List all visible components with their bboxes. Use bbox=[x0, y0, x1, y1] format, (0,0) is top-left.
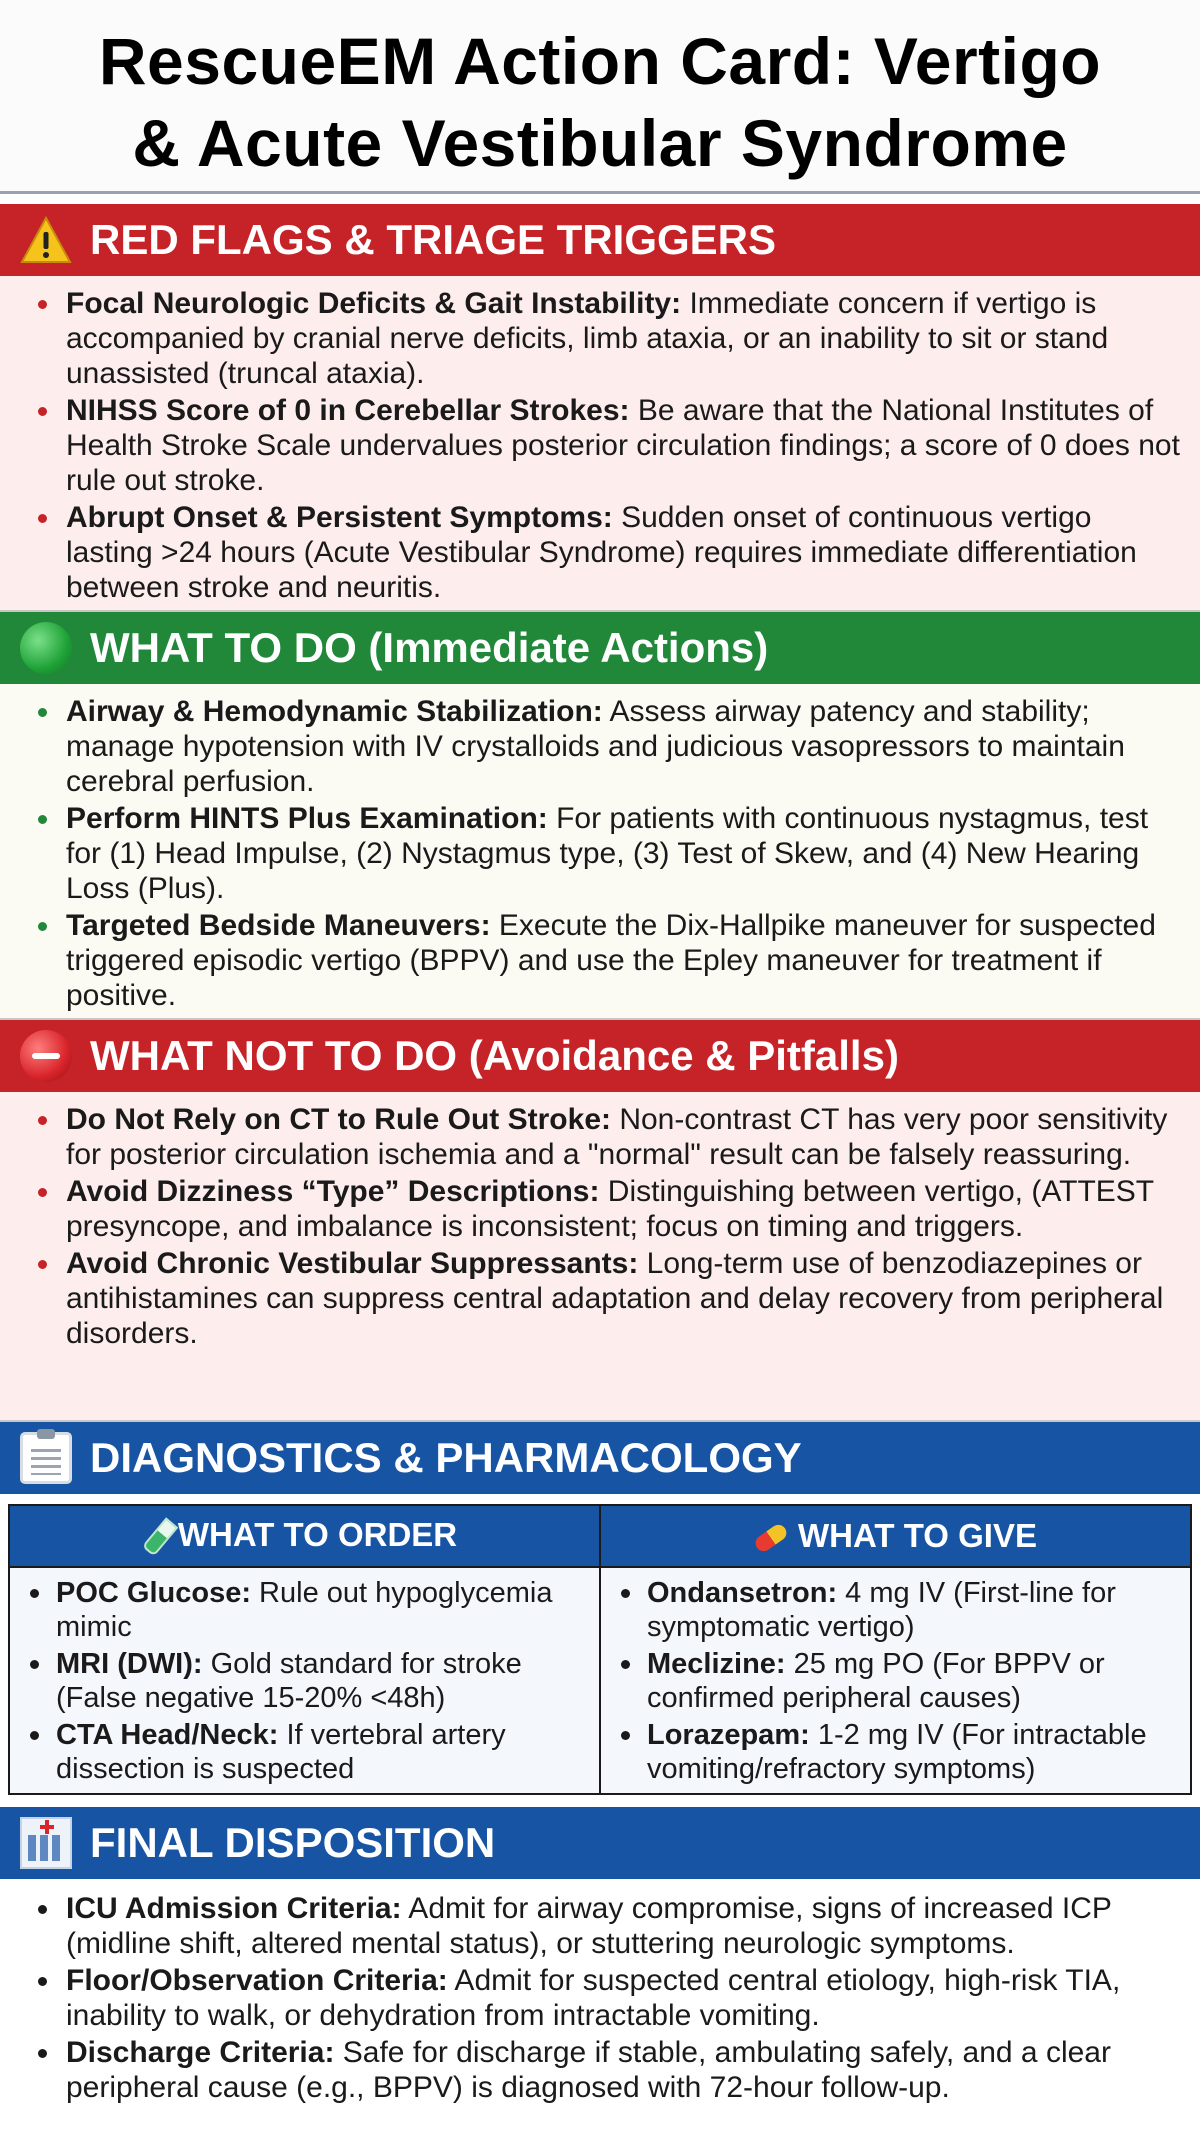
item-text: 4 mg IV (First-line for symptomatic vertigo) bbox=[647, 1577, 1116, 1643]
item-term: Discharge Criteria: bbox=[66, 2036, 335, 2069]
diagnostics-header bbox=[0, 1422, 1200, 1494]
what-to-do-header bbox=[0, 612, 1200, 684]
diagnostics-section bbox=[0, 1494, 1200, 1807]
list-item bbox=[28, 1718, 593, 1786]
order-header-label: WHAT TO ORDER bbox=[177, 1515, 458, 1553]
item-term: POC Glucose: bbox=[56, 1577, 251, 1609]
list-item bbox=[38, 1246, 1180, 1351]
item-text: Rule out hypoglycemia mimic bbox=[56, 1577, 553, 1643]
hospital-icon bbox=[20, 1817, 72, 1869]
list-item bbox=[38, 1102, 1180, 1172]
stop-icon bbox=[20, 1030, 72, 1082]
red-flags-header bbox=[0, 204, 1200, 276]
give-header-label: WHAT TO GIVE bbox=[798, 1517, 1037, 1554]
list-item bbox=[619, 1647, 1184, 1715]
item-term: Airway & Hemodynamic Stabilization: bbox=[66, 695, 603, 728]
disposition-section bbox=[0, 1879, 1200, 2105]
item-term: Do Not Rely on CT to Rule Out Stroke: bbox=[66, 1103, 611, 1136]
item-text: Immediate concern if vertigo is accompanied by cranial nerve deficits, limb ataxia, or an inability to sit or stand unassisted (truncal ataxia). bbox=[66, 287, 1109, 390]
item-text: Distinguishing between vertigo, (ATTEST presyncope, and imbalance is inconsistent; focus on timing and triggers. bbox=[66, 1175, 1154, 1243]
item-term: ICU Admission Criteria: bbox=[66, 1892, 402, 1925]
item-term: Meclizine: bbox=[647, 1648, 786, 1680]
what-to-do-title: WHAT TO DO (Immediate Actions) bbox=[90, 624, 769, 671]
item-text: Safe for discharge if stable, ambulating safely, and a clear peripheral cause (e.g., BPPV) is diagnosed with 72-hour follow-up. bbox=[66, 2036, 1111, 2104]
red-flags-section bbox=[0, 276, 1200, 612]
give-cell bbox=[600, 1567, 1191, 1794]
diagnostics-title: DIAGNOSTICS & PHARMACOLOGY bbox=[90, 1434, 802, 1481]
item-term: Avoid Chronic Vestibular Suppressants: bbox=[66, 1247, 639, 1280]
item-term: Targeted Bedside Maneuvers: bbox=[66, 909, 491, 942]
item-text: Execute the Dix-Hallpike maneuver for suspected triggered episodic vertigo (BPPV) and use the Epley maneuver for treatment if positive. bbox=[66, 909, 1156, 1012]
item-term: NIHSS Score of 0 in Cerebellar Strokes: bbox=[66, 394, 630, 427]
order-column-header bbox=[9, 1505, 600, 1567]
clipboard-icon bbox=[20, 1432, 72, 1484]
item-text: 25 mg PO (For BPPV or confirmed peripheral causes) bbox=[647, 1648, 1105, 1714]
item-term: MRI (DWI): bbox=[56, 1648, 203, 1680]
list-item bbox=[28, 1576, 593, 1644]
item-term: Ondansetron: bbox=[647, 1577, 838, 1609]
item-text: Non-contrast CT has very poor sensitivity for posterior circulation ischemia and a "normal" result can be falsely reassuring. bbox=[66, 1103, 1168, 1171]
item-text: If vertebral artery dissection is suspected bbox=[56, 1719, 506, 1785]
disposition-title: FINAL DISPOSITION bbox=[90, 1819, 496, 1866]
warning-icon bbox=[20, 214, 72, 266]
item-text: Assess airway patency and stability; manage hypotension with IV crystalloids and judicious vasopressors to maintain cerebral perfusion. bbox=[66, 695, 1125, 798]
title-line-2: & Acute Vestibular Syndrome bbox=[132, 106, 1068, 180]
what-not-to-do-section bbox=[0, 1092, 1200, 1422]
red-flags-title: RED FLAGS & TRIAGE TRIGGERS bbox=[90, 216, 777, 263]
item-term: Perform HINTS Plus Examination: bbox=[66, 802, 548, 835]
what-not-to-do-title: WHAT NOT TO DO (Avoidance & Pitfalls) bbox=[90, 1032, 899, 1079]
list-item bbox=[38, 1963, 1180, 2033]
what-to-do-section bbox=[0, 684, 1200, 1020]
list-item bbox=[38, 2035, 1180, 2105]
test-tube-icon bbox=[142, 1517, 179, 1556]
list-item bbox=[38, 393, 1180, 498]
item-text: 1-2 mg IV (For intractable vomiting/refractory symptoms) bbox=[647, 1719, 1147, 1785]
item-text: For patients with continuous nystagmus, test for (1) Head Impulse, (2) Nystagmus type, (3) Test of Skew, and (4) New Hearing Loss (Plus). bbox=[66, 802, 1149, 905]
item-term: CTA Head/Neck: bbox=[56, 1719, 279, 1751]
order-cell bbox=[9, 1567, 600, 1794]
item-term: Focal Neurologic Deficits & Gait Instability: bbox=[66, 287, 682, 320]
list-item bbox=[38, 694, 1180, 799]
green-circle-icon bbox=[20, 622, 72, 674]
list-item bbox=[38, 286, 1180, 391]
item-text: Admit for airway compromise, signs of increased ICP (midline shift, altered mental status), or stuttering neurologic symptoms. bbox=[66, 1892, 1112, 1960]
list-item bbox=[38, 908, 1180, 1013]
disposition-header bbox=[0, 1807, 1200, 1879]
title-line-1: RescueEM Action Card: Vertigo bbox=[98, 24, 1102, 98]
diagnostics-table bbox=[8, 1504, 1192, 1795]
item-text: Gold standard for stroke (False negative 15-20% <48h) bbox=[56, 1648, 522, 1714]
item-text: Long-term use of benzodiazepines or antihistamines can suppress central adaptation and delay recovery from peripheral disorders. bbox=[66, 1247, 1164, 1350]
item-text: Admit for suspected central etiology, high-risk TIA, inability to walk, or dehydration from intractable vomiting. bbox=[66, 1964, 1121, 2032]
item-term: Avoid Dizziness “Type” Descriptions: bbox=[66, 1175, 600, 1208]
item-text: Sudden onset of continuous vertigo lasting >24 hours (Acute Vestibular Syndrome) requires immediate differentiation between stroke and neuritis. bbox=[66, 501, 1137, 604]
list-item bbox=[619, 1576, 1184, 1644]
pill-icon bbox=[753, 1522, 790, 1555]
item-term: Floor/Observation Criteria: bbox=[66, 1964, 448, 1997]
list-item bbox=[38, 1891, 1180, 1961]
page-title bbox=[0, 0, 1200, 194]
list-item bbox=[28, 1647, 593, 1715]
list-item bbox=[38, 801, 1180, 906]
what-not-to-do-header bbox=[0, 1020, 1200, 1092]
item-term: Lorazepam: bbox=[647, 1719, 810, 1751]
list-item bbox=[619, 1718, 1184, 1786]
list-item bbox=[38, 1174, 1180, 1244]
item-term: Abrupt Onset & Persistent Symptoms: bbox=[66, 501, 613, 534]
hospital-windows bbox=[28, 1835, 64, 1861]
give-column-header bbox=[600, 1505, 1191, 1567]
item-text: Be aware that the National Institutes of Health Stroke Scale undervalues posterior circulation findings; a score of 0 does not rule out stroke. bbox=[66, 394, 1180, 497]
list-item bbox=[38, 500, 1180, 605]
